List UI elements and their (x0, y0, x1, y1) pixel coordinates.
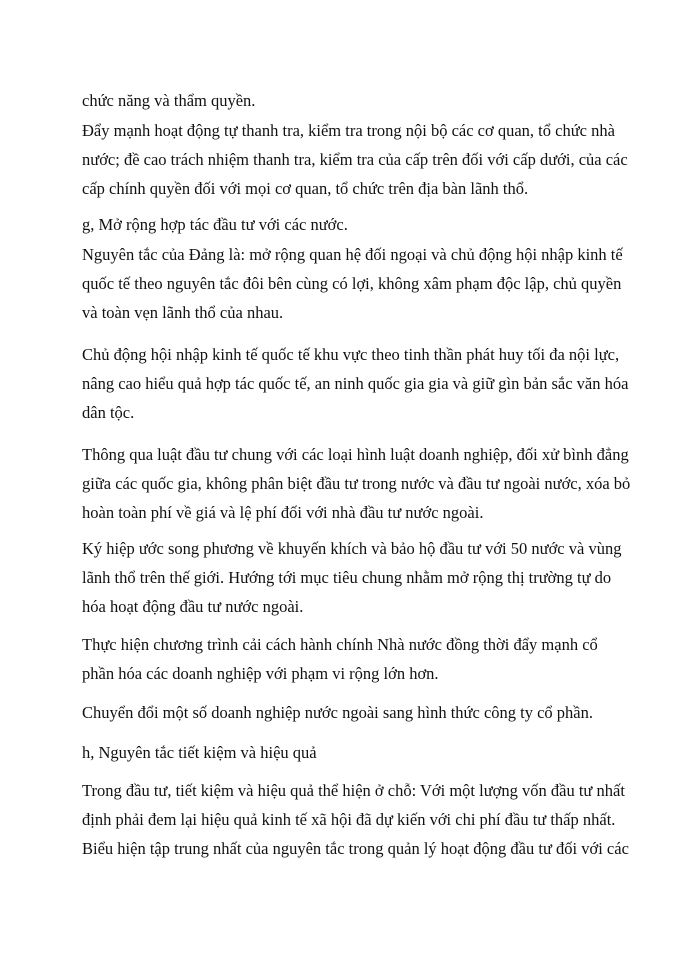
text-line: nước; đề cao trách nhiệm thanh tra, kiểm tra của cấp trên đối với cấp dưới, của các (82, 150, 628, 169)
text-line: nâng cao hiểu quả hợp tác quốc tế, an ninh quốc gia gia và giữ gìn bản sắc văn hóa (82, 374, 629, 393)
paragraph-3 (82, 240, 638, 327)
paragraph-8 (82, 698, 638, 727)
paragraph-4 (82, 340, 638, 427)
text-line: Thực hiện chương trình cải cách hành chính Nhà nước đồng thời đẩy mạnh cổ (82, 635, 598, 654)
text-line: giữa các quốc gia, không phân biệt đầu tư trong nước và đầu tư ngoài nước, xóa bỏ (82, 474, 631, 493)
paragraph-6 (82, 534, 638, 621)
text-line: Trong đầu tư, tiết kiệm và hiệu quả thể hiện ở chỗ: Với một lượng vốn đầu tư nhất (82, 781, 625, 800)
text-line: Nguyên tắc của Đảng là: mở rộng quan hệ đối ngoại và chủ động hội nhập kinh tế (82, 245, 623, 264)
text-line: Ký hiệp ước song phương về khuyến khích và bảo hộ đầu tư với 50 nước và vùng (82, 539, 622, 558)
text-line: Đẩy mạnh hoạt động tự thanh tra, kiểm tra trong nội bộ các cơ quan, tổ chức nhà (82, 121, 615, 140)
section-heading-g (82, 210, 638, 239)
paragraph-9 (82, 776, 638, 863)
text-line: Biểu hiện tập trung nhất của nguyên tắc trong quản lý hoạt động đầu tư đối với các (82, 839, 629, 858)
text-line: định phải đem lại hiệu quả kinh tế xã hội đã dự kiến với chi phí đầu tư thấp nhất. (82, 810, 616, 829)
text-line: và toàn vẹn lãnh thổ của nhau. (82, 303, 284, 322)
text-line: cấp chính quyền đối với mọi cơ quan, tổ chức trên địa bàn lãnh thổ. (82, 179, 529, 198)
text-line: chức năng và thẩm quyền. (82, 91, 256, 110)
text-line: hóa hoạt động đầu tư nước ngoài. (82, 597, 304, 616)
text-line: phần hóa các doanh nghiệp với phạm vi rộng lớn hơn. (82, 664, 439, 683)
paragraph-2 (82, 116, 638, 203)
text-line: quốc tế theo nguyên tắc đôi bên cùng có lợi, không xâm phạm độc lập, chủ quyền (82, 274, 622, 293)
paragraph-1 (82, 86, 638, 115)
text-line: dân tộc. (82, 403, 135, 422)
text-line: Thông qua luật đầu tư chung với các loại hình luật doanh nghiệp, đối xử bình đẳng (82, 445, 629, 464)
heading-line: g, Mở rộng hợp tác đầu tư với các nước. (82, 215, 348, 234)
text-line: hoàn toàn phí về giá và lệ phí đối với nhà đầu tư nước ngoài. (82, 503, 484, 522)
text-line: Chủ động hội nhập kinh tế quốc tế khu vực theo tinh thần phát huy tối đa nội lực, (82, 345, 620, 364)
text-line: lãnh thổ trên thế giới. Hướng tới mục tiêu chung nhằm mở rộng thị trường tự do (82, 568, 612, 587)
paragraph-7 (82, 630, 638, 688)
text-line: Chuyển đổi một số doanh nghiệp nước ngoài sang hình thức công ty cổ phần. (82, 703, 593, 722)
heading-line: h, Nguyên tắc tiết kiệm và hiệu quả (82, 743, 317, 762)
paragraph-5 (82, 440, 638, 527)
section-heading-h (82, 738, 638, 767)
